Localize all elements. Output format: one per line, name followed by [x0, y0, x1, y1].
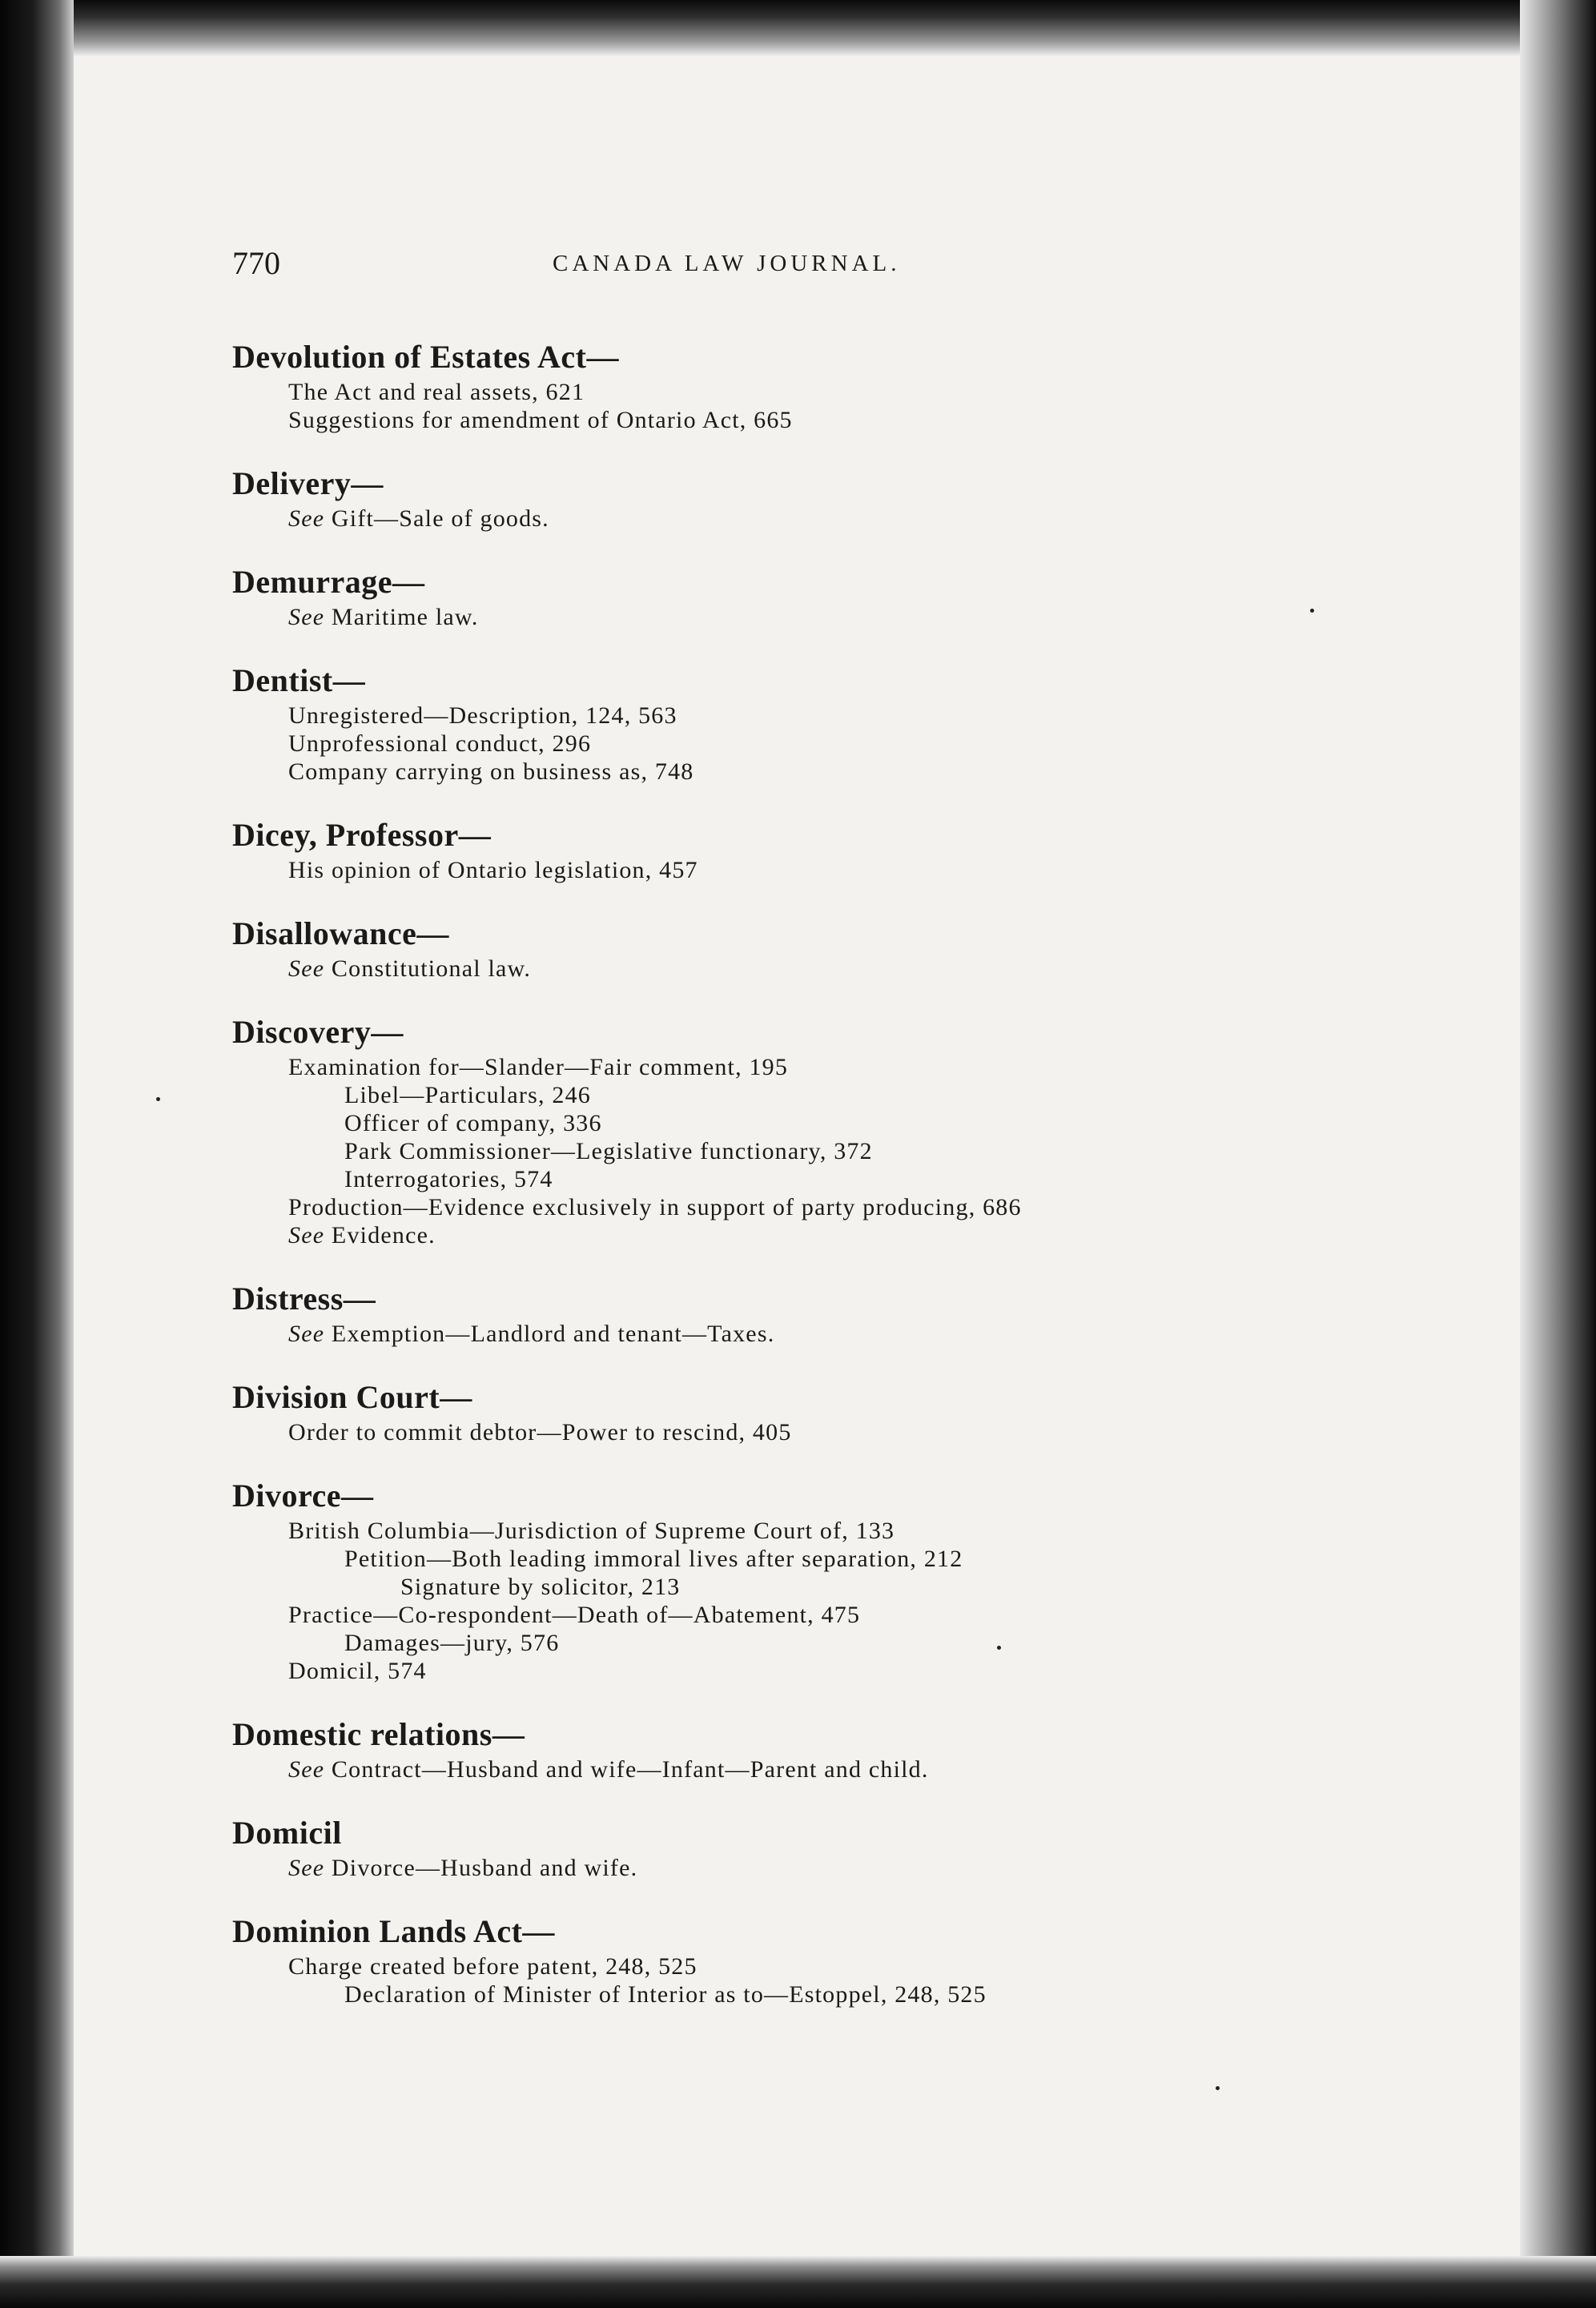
entry-subline — [232, 1629, 1273, 1657]
entry-heading: Devolution of Estates Act— — [232, 339, 619, 375]
see-reference-word: See — [288, 1756, 325, 1783]
index-entry — [232, 1011, 1273, 1249]
see-reference-word: See — [288, 955, 325, 982]
entry-subline — [232, 1952, 1273, 1980]
index-entry — [232, 463, 1273, 533]
entry-subline — [232, 1601, 1273, 1629]
entry-subline — [232, 758, 1273, 786]
subline-text: British Columbia—Jurisdiction of Supreme Court of, 133 — [288, 1518, 895, 1544]
subline-text: Unprofessional conduct, 296 — [288, 730, 592, 757]
subline-text: Damages—jury, 576 — [344, 1630, 560, 1656]
index-entry — [232, 1911, 1273, 2008]
subline-text: Divorce—Husband and wife. — [324, 1855, 638, 1881]
entry-subline — [232, 1109, 1273, 1137]
scan-speck — [997, 1646, 1001, 1650]
entry-heading: Dicey, Professor— — [232, 817, 492, 853]
subline-text: Park Commissioner—Legislative functionary, 372 — [344, 1138, 873, 1164]
subline-text: Charge created before patent, 248, 525 — [288, 1953, 697, 1980]
entry-heading: Dentist— — [232, 662, 366, 698]
entry-heading: Discovery— — [232, 1014, 404, 1050]
entry-subline — [232, 1980, 1273, 2008]
entry-subline — [232, 1193, 1273, 1221]
index-entry — [232, 814, 1273, 884]
subline-text: Suggestions for amendment of Ontario Act, 665 — [288, 407, 793, 433]
entry-subline — [232, 1545, 1273, 1573]
subline-text: Practice—Co-respondent—Death of—Abatement, 475 — [288, 1602, 861, 1628]
entry-subline — [232, 1081, 1273, 1109]
entry-heading: Domicil — [232, 1815, 342, 1851]
subline-text: The Act and real assets, 621 — [288, 379, 585, 405]
subline-text: Libel—Particulars, 246 — [344, 1082, 592, 1108]
see-reference-word: See — [288, 505, 325, 532]
scan-speck — [1216, 2086, 1220, 2090]
entry-heading: Distress— — [232, 1281, 376, 1317]
subline-text: His opinion of Ontario legislation, 457 — [288, 857, 698, 883]
subline-text: Declaration of Minister of Interior as to—Estoppel, 248, 525 — [344, 1981, 987, 2008]
journal-title: CANADA LAW JOURNAL. — [553, 251, 901, 276]
entry-subline — [232, 1165, 1273, 1193]
entry-subline — [232, 378, 1273, 406]
subline-text: Contract—Husband and wife—Infant—Parent and child. — [324, 1756, 929, 1783]
scan-speck — [1310, 609, 1314, 613]
subline-text: Constitutional law. — [324, 955, 532, 982]
entry-heading: Delivery— — [232, 465, 384, 501]
index-entry — [232, 1714, 1273, 1783]
subline-text: Maritime law. — [324, 604, 479, 630]
see-reference-word: See — [288, 1321, 325, 1347]
entry-subline — [232, 1657, 1273, 1685]
entry-subline — [232, 603, 1273, 631]
subline-text: Domicil, 574 — [288, 1658, 427, 1684]
entry-heading: Demurrage— — [232, 564, 425, 600]
subline-text: Order to commit debtor—Power to rescind, 405 — [288, 1419, 792, 1446]
entry-subline — [232, 730, 1273, 758]
subline-text: Exemption—Landlord and tenant—Taxes. — [324, 1321, 775, 1347]
scan-border-right — [1520, 0, 1596, 2308]
entry-subline — [232, 1854, 1273, 1882]
see-reference-word: See — [288, 604, 325, 630]
entry-subline — [232, 856, 1273, 884]
subline-text: Unregistered—Description, 124, 563 — [288, 702, 677, 729]
entry-heading: Division Court— — [232, 1379, 472, 1415]
entry-subline — [232, 702, 1273, 730]
subline-text: Officer of company, 336 — [344, 1110, 602, 1136]
entry-subline — [232, 1573, 1273, 1601]
subline-text: Company carrying on business as, 748 — [288, 758, 694, 785]
entry-heading: Disallowance— — [232, 915, 449, 951]
entry-subline — [232, 1517, 1273, 1545]
see-reference-word: See — [288, 1855, 325, 1881]
entry-subline — [232, 1137, 1273, 1165]
entry-heading: Dominion Lands Act— — [232, 1913, 555, 1949]
index-entry — [232, 1278, 1273, 1348]
entry-subline — [232, 1418, 1273, 1446]
index-entry — [232, 913, 1273, 983]
running-head — [232, 244, 1289, 292]
entry-subline — [232, 1755, 1273, 1783]
index-entry — [232, 1812, 1273, 1882]
entry-subline — [232, 505, 1273, 533]
subline-text: Petition—Both leading immoral lives after separation, 212 — [344, 1546, 963, 1572]
entry-subline — [232, 1221, 1273, 1249]
scan-speck — [156, 1097, 160, 1101]
subline-text: Interrogatories, 574 — [344, 1166, 553, 1192]
index-entry — [232, 561, 1273, 631]
subline-text: Examination for—Slander—Fair comment, 195 — [288, 1054, 789, 1080]
subline-text: Gift—Sale of goods. — [324, 505, 549, 532]
entry-heading: Domestic relations— — [232, 1716, 525, 1752]
index-entry — [232, 660, 1273, 786]
subline-text: Production—Evidence exclusively in support of party producing, 686 — [288, 1194, 1022, 1220]
index-entry — [232, 1377, 1273, 1446]
entry-subline — [232, 406, 1273, 434]
see-reference-word: See — [288, 1222, 325, 1248]
entry-subline — [232, 955, 1273, 983]
subline-text: Signature by solicitor, 213 — [400, 1574, 681, 1600]
index-entry — [232, 336, 1273, 434]
index-body — [232, 336, 1273, 2037]
index-entry — [232, 1475, 1273, 1685]
entry-subline — [232, 1320, 1273, 1348]
subline-text: Evidence. — [324, 1222, 436, 1248]
entry-subline — [232, 1053, 1273, 1081]
page-number: 770 — [232, 245, 280, 281]
entry-heading: Divorce— — [232, 1478, 374, 1514]
